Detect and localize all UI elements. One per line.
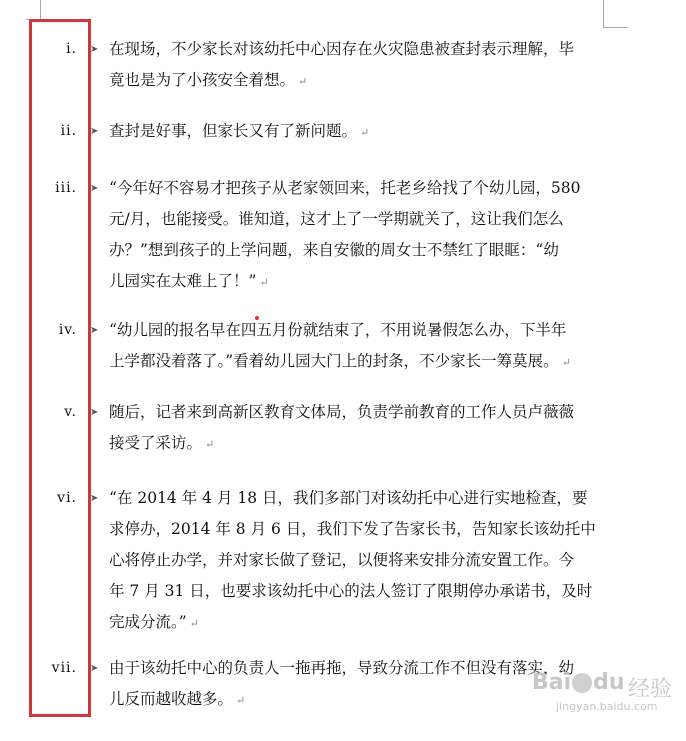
paragraph-mark-icon: ↵ bbox=[360, 126, 370, 139]
paragraph-mark-icon: ↵ bbox=[189, 617, 199, 630]
watermark bbox=[528, 670, 678, 730]
tab-arrow-icon: ➤ bbox=[90, 493, 99, 504]
paragraph-mark-icon: ↵ bbox=[236, 694, 246, 707]
paragraph-mark-icon: ↵ bbox=[298, 75, 308, 88]
text-line: 在现场，不少家长对该幼托中心因存在火灾隐患被查封表示理解，毕 bbox=[109, 40, 575, 58]
paragraph-text bbox=[109, 173, 604, 298]
paragraph-text bbox=[109, 315, 604, 378]
list-numeral: i. bbox=[66, 41, 77, 57]
text-line: 儿反而越收越多。 ↵ bbox=[109, 690, 246, 708]
tab-arrow-icon: ➤ bbox=[90, 126, 99, 137]
paragraph-mark-icon: ↵ bbox=[561, 356, 571, 369]
text-line: 上学都没着落了。”看着幼儿园大门上的封条，不少家长一筹莫展。 ↵ bbox=[109, 352, 571, 370]
paragraph-mark-icon: ↵ bbox=[259, 276, 269, 289]
text-line: 随后，记者来到高新区教育文体局，负责学前教育的工作人员卢薇薇 bbox=[109, 403, 575, 421]
text-line: “今年好不容易才把孩子从老家领回来，托老乡给找了个幼儿园，580 bbox=[109, 179, 581, 197]
text-line: 儿园实在太难上了！” ↵ bbox=[109, 272, 269, 290]
text-line: 年 7 月 31 日，也要求该幼托中心的法人签订了限期停办承诺书，及时 bbox=[109, 582, 593, 600]
tab-arrow-icon: ➤ bbox=[90, 407, 99, 418]
text-line: 竟也是为了小孩安全着想。 ↵ bbox=[109, 71, 308, 89]
list-numeral: v. bbox=[64, 404, 77, 420]
text-line: 接受了采访。 ↵ bbox=[109, 434, 215, 452]
list-numeral: iv. bbox=[58, 322, 77, 338]
text-line: 完成分流。” ↵ bbox=[109, 613, 199, 631]
text-line: 元/月，也能接受。谁知道，这才上了一学期就关了，这让我们怎么 bbox=[109, 210, 564, 228]
text-line: “幼儿园的报名早在四五月份就结束了，不用说暑假怎么办，下半年 bbox=[109, 321, 567, 339]
page-corner-mark-right bbox=[603, 0, 628, 28]
tab-arrow-icon: ➤ bbox=[90, 44, 99, 55]
tab-arrow-icon: ➤ bbox=[90, 325, 99, 336]
text-line: 查封是好事，但家长又有了新问题。 ↵ bbox=[109, 122, 370, 140]
text-line: “在 2014 年 4 月 18 日，我们多部门对该幼托中心进行实地检查，要 bbox=[109, 489, 588, 507]
list-numeral: vi. bbox=[57, 490, 77, 506]
tab-arrow-icon: ➤ bbox=[90, 663, 99, 674]
paragraph-text bbox=[109, 116, 604, 148]
paragraph-text bbox=[109, 397, 604, 460]
text-line: 心将停止办学，并对家长做了登记，以便将来安排分流安置工作。今 bbox=[109, 551, 575, 569]
paw-icon bbox=[572, 673, 592, 693]
list-numeral: vii. bbox=[51, 660, 77, 676]
text-line: 办？”想到孩子的上学问题，来自安徽的周女士不禁红了眼眶：“幼 bbox=[109, 241, 559, 259]
list-numeral: ii. bbox=[60, 123, 77, 139]
baidu-logo: Bai du bbox=[532, 670, 625, 695]
text-line: 由于该幼托中心的负责人一拖再拖，导致分流工作不但没有落实，幼 bbox=[109, 659, 575, 677]
text-line: 求停办，2014 年 8 月 6 日，我们下发了告家长书，告知家长该幼托中 bbox=[109, 520, 596, 538]
list-numeral: iii. bbox=[55, 180, 77, 196]
watermark-text: 经验 bbox=[628, 677, 673, 702]
watermark-url: jingyan.baidu.com bbox=[556, 700, 658, 713]
paragraph-text bbox=[109, 34, 604, 97]
paragraph-mark-icon: ↵ bbox=[205, 438, 215, 451]
paragraph-text bbox=[109, 483, 604, 639]
tab-arrow-icon: ➤ bbox=[90, 183, 99, 194]
page-corner-mark-left bbox=[26, 0, 41, 20]
